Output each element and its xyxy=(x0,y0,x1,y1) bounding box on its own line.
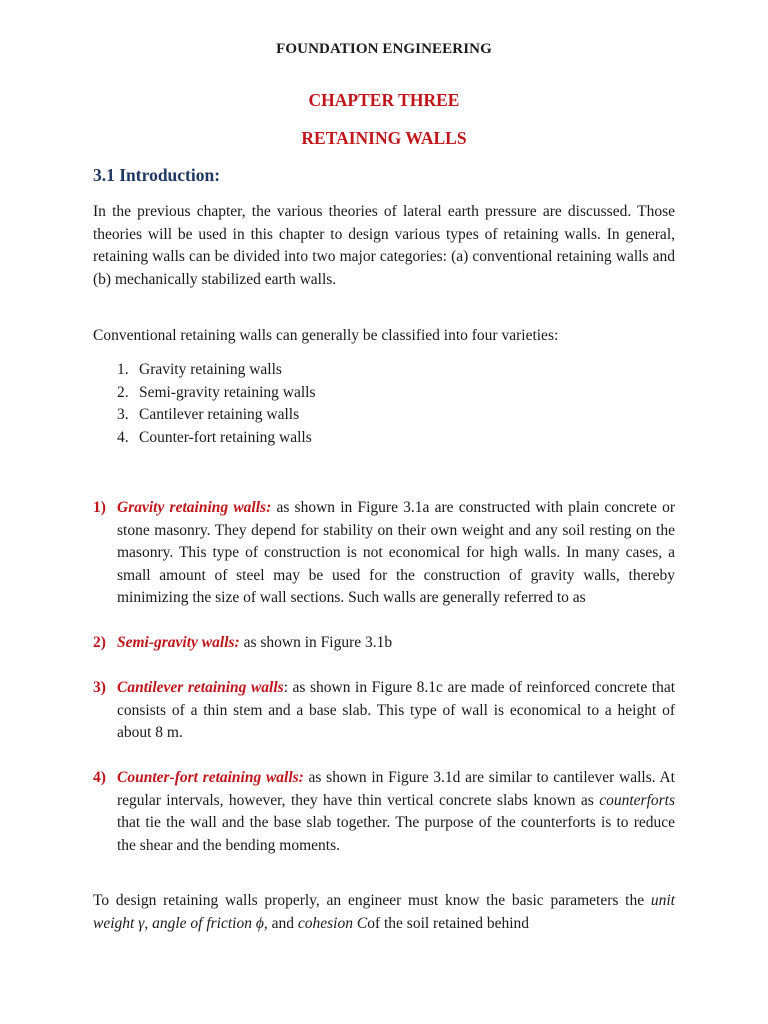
description-text: that tie the wall and the base slab together. The purpose of the counterforts is to reduce the shear and the bending moments. xyxy=(117,814,675,854)
item-marker: 3) xyxy=(93,679,106,696)
item-marker: 2) xyxy=(93,634,106,651)
chapter-title: RETAINING WALLS xyxy=(301,128,467,148)
term-cantilever: Cantilever retaining walls xyxy=(117,679,284,696)
description-text: : as shown in Figure 8.1c are made of reinforced concrete that consists of a thin stem and a base slab. This type of wall is economical to a height of about 8 m. xyxy=(117,679,675,741)
intro-paragraph: In the previous chapter, the various theories of lateral earth pressure are discussed. Those theories will be used in this chapter to design various types of retaining walls. In general, retaining walls can be divided into two major categories: (a) conventional retaining walls and (b) mechanically stabilized earth walls. xyxy=(93,203,675,288)
list-item: 1. Gravity retaining walls xyxy=(117,361,282,378)
section-heading: 3.1 Introduction: xyxy=(93,165,221,185)
description-text: as shown in Figure 3.1a are constructed with plain concrete or stone masonry. They depend for stability on their own weight and any soil resting on the masonry. This type of construction is not economical for high walls. In many cases, a small amount of steel may be used for the construction of gravity walls, thereby minimizing the size of wall sections. Such walls are generally referred to as xyxy=(117,499,675,606)
varieties-list xyxy=(117,359,316,449)
term-gravity: Gravity retaining walls: xyxy=(117,499,272,516)
list-item: 4. Counter-fort retaining walls xyxy=(117,428,312,446)
description-semi-gravity xyxy=(93,632,675,655)
description-cantilever xyxy=(93,677,675,745)
cohesion-term: cohesion C xyxy=(297,914,368,932)
chapter-number: CHAPTER THREE xyxy=(308,90,460,110)
running-header: FOUNDATION ENGINEERING xyxy=(276,41,492,57)
counterforts-term: counterforts xyxy=(599,791,675,809)
description-counter-fort xyxy=(93,767,675,857)
description-text: as shown in Figure 3.1d are similar to cantilever walls. At regular intervals, however, they have thin vertical concrete slabs known as xyxy=(117,769,675,809)
term-counter-fort: Counter-fort retaining walls: xyxy=(117,769,304,786)
classification-sentence: Conventional retaining walls can generally be classified into four varieties: xyxy=(93,327,559,344)
description-text: as shown in Figure 3.1b xyxy=(239,634,393,651)
closing-paragraph: To design retaining walls properly, an engineer must know the basic parameters the unit weight γ, angle of friction ϕ, and cohesion Cof the soil retained behind xyxy=(93,892,675,932)
unit-weight-term: unit weight γ xyxy=(93,892,675,932)
list-item: 3. Cantilever retaining walls xyxy=(117,406,300,423)
term-semi-gravity: Semi-gravity walls: xyxy=(117,634,240,651)
item-marker: 4) xyxy=(93,769,106,786)
item-marker: 1) xyxy=(93,499,106,516)
list-item: 2. Semi-gravity retaining walls xyxy=(117,383,316,401)
friction-angle-term: angle of friction ϕ xyxy=(152,914,264,932)
description-gravity xyxy=(93,497,675,610)
